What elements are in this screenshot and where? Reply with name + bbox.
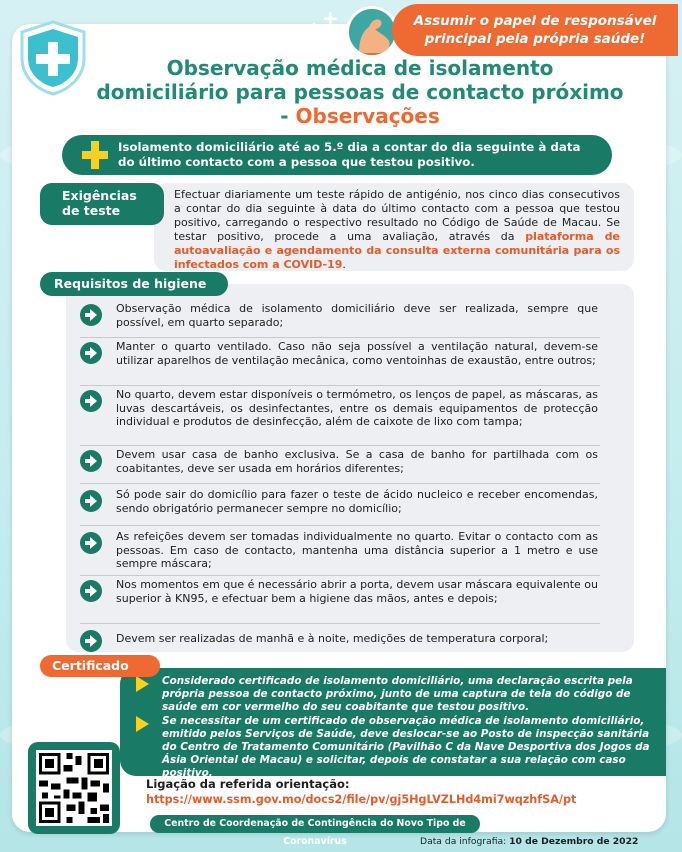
certificate-item: [136, 715, 656, 780]
arrow-right-circle-icon: [80, 532, 102, 554]
isolation-text: Isolamento domiciliário até ao 5.º dia a contar do dia seguinte à data do último contacto com a pessoa que testou positivo.: [118, 140, 581, 169]
sparkle-plus-icon: +: [322, 6, 339, 30]
testing-label-line: Exigências: [62, 188, 137, 203]
list-item-text: As refeições devem ser tomadas individualmente no quarto. Evitar o contacto com as pessoas. Em caso de contacto, mantenha uma distância superior a 1 metro e use sempre máscara;: [116, 530, 598, 570]
organization-footer: Centro de Coordenação de Contingência do Novo Tipo de Coronavírus: [150, 815, 480, 833]
list-item-text: Manter o quarto ventilado. Caso não seja possível a ventilação natural, devem-se utilizar aparelhos de ventilação mecânica, como ventoinhas de exaustão, entre outros;: [116, 340, 598, 367]
yellow-triangle-icon: [136, 716, 150, 732]
qr-code-frame: [28, 742, 120, 834]
title-line: domiciliário para pessoas de contacto próximo: [96, 80, 624, 104]
certificate-item-text: Se necessitar de um certificado de observação médica de isolamento domiciliário, emitido pelos Serviços de Saúde, deve deslocar-se ao Posto de inspecção sanitária do Centro de Tratamento Comunitário (Pavilhão C da Nave Desportiva dos Jogos da Ásia Oriental de Macau) e solicitar, depois de constatar a sua relação com caso positivo.: [162, 715, 650, 779]
testing-text-main: Efectuar diariamente um teste rápido de antigénio, nos cinco dias consecutivos a contar do dia seguinte à data do último contacto com a pessoa que testou positivo, carregando o respectivo resultado no Código de Saúde de Macau. Se testar positivo, procede a uma avaliação, através da: [174, 188, 620, 243]
link-label: Ligação da referida orientação:: [146, 777, 350, 791]
title-line: [60, 104, 660, 128]
list-item-text: Só pode sair do domicílio para fazer o teste de ácido nucleico e receber encomendas, sendo obrigatório permanecer sempre no domicílio;: [116, 488, 598, 515]
title-line: Observação médica de isolamento: [166, 56, 554, 80]
title-prefix: -: [280, 104, 296, 128]
date-label: Data da infografia:: [420, 836, 510, 847]
arrow-right-circle-icon: [80, 342, 102, 364]
testing-label: [40, 183, 164, 225]
title-highlight: Observações: [295, 104, 440, 128]
isolation-banner: [62, 135, 612, 175]
certificate-box: [120, 668, 666, 779]
list-item-text: Devem ser realizadas de manhã e à noite, medições de temperatura corporal;: [116, 632, 549, 645]
list-item: [80, 302, 600, 338]
testing-text-end: .: [342, 258, 346, 271]
arrow-right-circle-icon: [80, 390, 102, 412]
infographic-date: [420, 836, 638, 847]
list-item-text: Observação médica de isolamento domiciliário deve ser realizada, sempre que possível, em quarto separado;: [116, 302, 598, 329]
slogan-line: Assumir o papel de responsável: [413, 13, 657, 29]
page-title: [60, 56, 660, 128]
certificate-item-text: Considerado certificado de isolamento domiciliário, uma declaração escrita pela própria pessoa de contacto próximo, junto de uma captura de tela do código de saúde em cor vermelho do seu coabitante que testou positivo.: [162, 675, 633, 713]
qr-code-icon[interactable]: [36, 750, 112, 826]
list-item: [80, 448, 600, 484]
testing-text: [174, 188, 620, 272]
slogan-line: principal pela própria saúde!: [424, 31, 646, 47]
list-item: [80, 340, 600, 386]
testing-platform-link[interactable]: plataforma de autoavaliação e agendamento da consulta externa comunitária para os infectados com a COVID-19: [174, 230, 620, 271]
flexed-arm-icon: [346, 6, 398, 58]
arrow-right-circle-icon: [80, 490, 102, 512]
date-value: 10 de Dezembro de 2022: [509, 836, 639, 847]
sparkle-plus-icon: +: [308, 20, 320, 36]
list-item-text: No quarto, devem estar disponíveis o termómetro, os lenços de papel, as máscaras, as luvas descartáveis, os desinfectantes, entre os demais equipamentos de protecção individual e produtos de desinfecção, além de caixote de lixo com tampa;: [116, 388, 598, 428]
arrow-right-circle-icon: [80, 304, 102, 326]
arrow-right-circle-icon: [80, 630, 102, 652]
slogan-banner: [392, 4, 678, 56]
hygiene-label: Requisitos de higiene: [40, 272, 228, 296]
certificate-item: [136, 675, 656, 714]
list-item-text: Devem usar casa de banho exclusiva. Se a casa de banho for partilhada com os coabitantes, deve ser usada em horários diferentes;: [116, 448, 598, 475]
list-item: [80, 388, 600, 446]
arrow-right-circle-icon: [80, 450, 102, 472]
list-item: [80, 488, 600, 526]
yellow-plus-icon: [82, 141, 108, 169]
arrow-right-circle-icon: [80, 580, 102, 602]
list-item: [80, 530, 600, 576]
list-item-text: Nos momentos em que é necessário abrir a porta, devem usar máscara equivalente ou superior à KN95, e efectuar bem a higiene das mãos, antes e depois;: [116, 578, 598, 605]
yellow-triangle-icon: [136, 676, 150, 692]
list-item: [80, 578, 600, 624]
certificate-label: Certificado: [40, 655, 160, 677]
list-item: [80, 628, 600, 654]
testing-label-line: de teste: [62, 203, 121, 218]
guideline-link[interactable]: https://www.ssm.gov.mo/docs2/file/pv/gj5HgLVZLHd4mi7wqzhfSA/pt: [146, 793, 577, 806]
